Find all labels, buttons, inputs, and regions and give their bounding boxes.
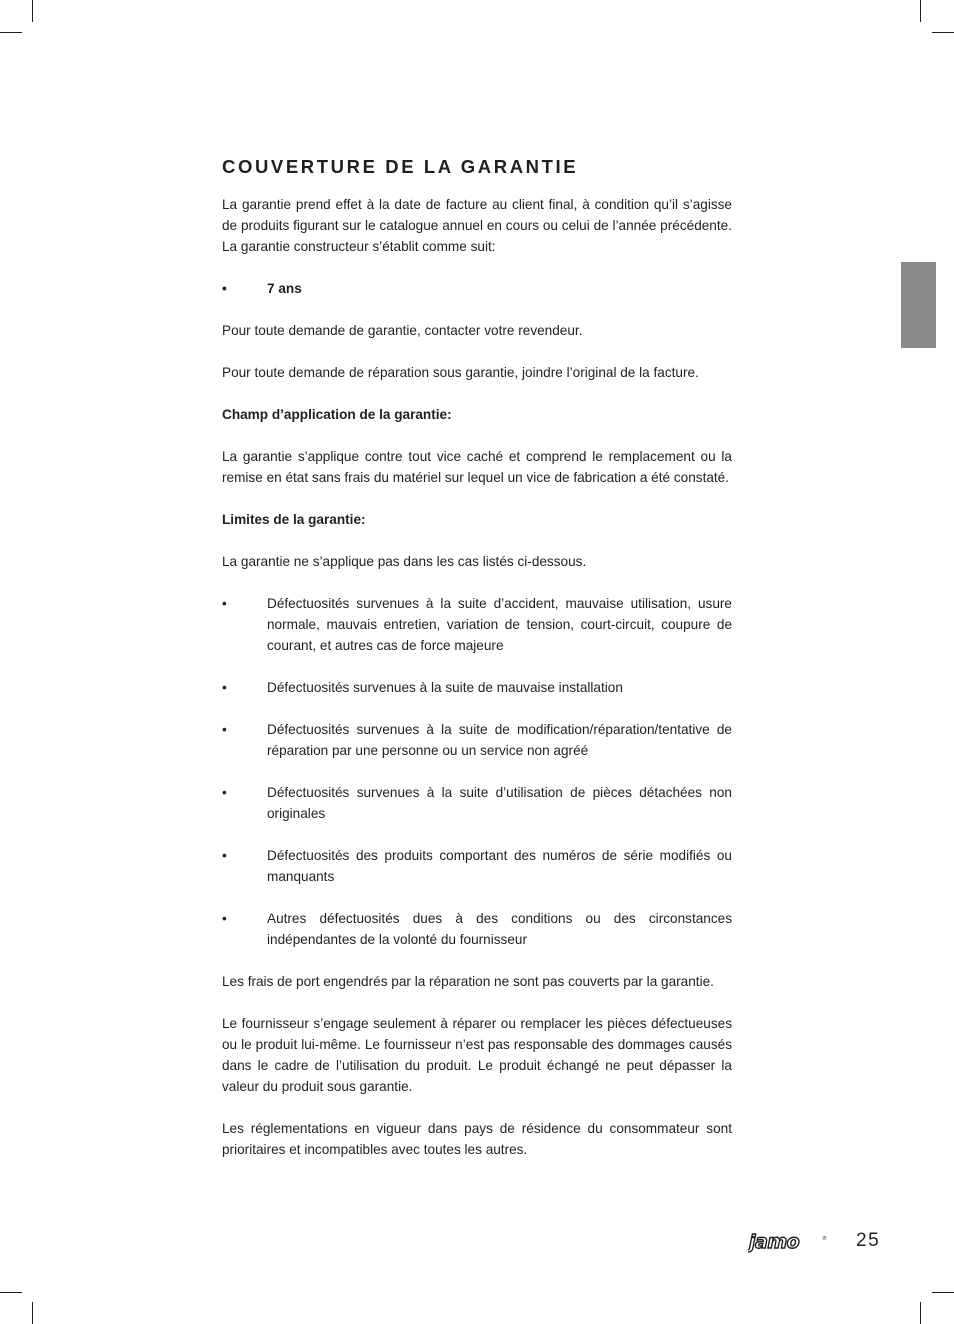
section-tab-marker bbox=[901, 262, 936, 348]
regulations-paragraph: Les réglementations en vigueur dans pays de résidence du consommateur sont prioritaires et incompatibles avec toutes les autres. bbox=[222, 1121, 732, 1157]
jamo-logo bbox=[748, 1233, 828, 1253]
page-number: 25 bbox=[856, 1230, 881, 1251]
exclusion-text: Défectuosités survenues à la suite d’accident, mauvaise utilisation, usure normale, mauvais entretien, variation de tension, court-circuit, coupure de courant, et autres cas de force majeure bbox=[267, 596, 732, 653]
exclusion-text: Défectuosités survenues à la suite d’utilisation de pièces détachées non originales bbox=[267, 785, 732, 821]
bullet: • bbox=[222, 596, 227, 611]
bullet: • bbox=[222, 785, 227, 800]
scope-paragraph: La garantie s’applique contre tout vice caché et comprend le remplacement ou la remise en état sans frais du matériel sur lequel un vice de fabrication a été constaté. bbox=[222, 449, 732, 485]
exclusion-item bbox=[222, 908, 732, 950]
warranty-section bbox=[222, 155, 732, 1181]
duration-text: 7 ans bbox=[267, 281, 302, 296]
page-title: COUVERTURE DE LA GARANTIE bbox=[222, 156, 579, 177]
limits-intro: La garantie ne s’applique pas dans les cas listés ci-dessous. bbox=[222, 554, 587, 569]
exclusion-text: Défectuosités survenues à la suite de mauvaise installation bbox=[267, 680, 623, 695]
exclusion-text: Défectuosités des produits comportant des numéros de série modifiés ou manquants bbox=[267, 848, 732, 884]
duration-list bbox=[222, 278, 732, 299]
crop-mark bbox=[0, 32, 22, 33]
crop-mark bbox=[0, 1292, 22, 1293]
crop-mark bbox=[932, 32, 954, 33]
limits-heading: Limites de la garantie: bbox=[222, 512, 366, 527]
crop-mark bbox=[32, 1302, 33, 1324]
registered-mark: ® bbox=[822, 1236, 827, 1242]
bullet: • bbox=[222, 281, 227, 296]
crop-mark bbox=[32, 0, 33, 22]
shipping-paragraph: Les frais de port engendrés par la réparation ne sont pas couverts par la garantie. bbox=[222, 974, 714, 989]
crop-mark bbox=[932, 1292, 954, 1293]
invoice-paragraph: Pour toute demande de réparation sous garantie, joindre l’original de la facture. bbox=[222, 365, 699, 380]
bullet: • bbox=[222, 722, 227, 737]
contact-paragraph: Pour toute demande de garantie, contacter votre revendeur. bbox=[222, 323, 583, 338]
exclusion-item bbox=[222, 593, 732, 656]
exclusion-item bbox=[222, 677, 732, 698]
jamo-logo-text: jamo bbox=[749, 1233, 800, 1253]
supplier-paragraph: Le fournisseur s’engage seulement à réparer ou remplacer les pièces défectueuses ou le produit lui-même. Le fournisseur n’est pas responsable des dommages causés dans le cadre de l’utilisation du produit. Le produit échangé ne peut dépasser la valeur du produit sous garantie. bbox=[222, 1016, 732, 1094]
bullet: • bbox=[222, 911, 227, 926]
intro-paragraph: La garantie prend effet à la date de facture au client final, à condition qu’il s’agisse de produits figurant sur le catalogue annuel en cours ou celui de l’année précédente. La garantie constructeur s’établit comme suit: bbox=[222, 197, 732, 254]
exclusion-item bbox=[222, 782, 732, 824]
bullet: • bbox=[222, 848, 227, 863]
bullet: • bbox=[222, 680, 227, 695]
scope-heading: Champ d’application de la garantie: bbox=[222, 407, 452, 422]
exclusions-list bbox=[222, 593, 732, 950]
duration-item bbox=[222, 278, 732, 299]
exclusion-text: Autres défectuosités dues à des conditions ou des circonstances indépendantes de la volonté du fournisseur bbox=[267, 911, 732, 947]
crop-mark bbox=[920, 1302, 921, 1324]
exclusion-text: Défectuosités survenues à la suite de modification/réparation/tentative de réparation par une personne ou un service non agréé bbox=[267, 722, 732, 758]
exclusion-item bbox=[222, 719, 732, 761]
crop-mark bbox=[920, 0, 921, 22]
exclusion-item bbox=[222, 845, 732, 887]
